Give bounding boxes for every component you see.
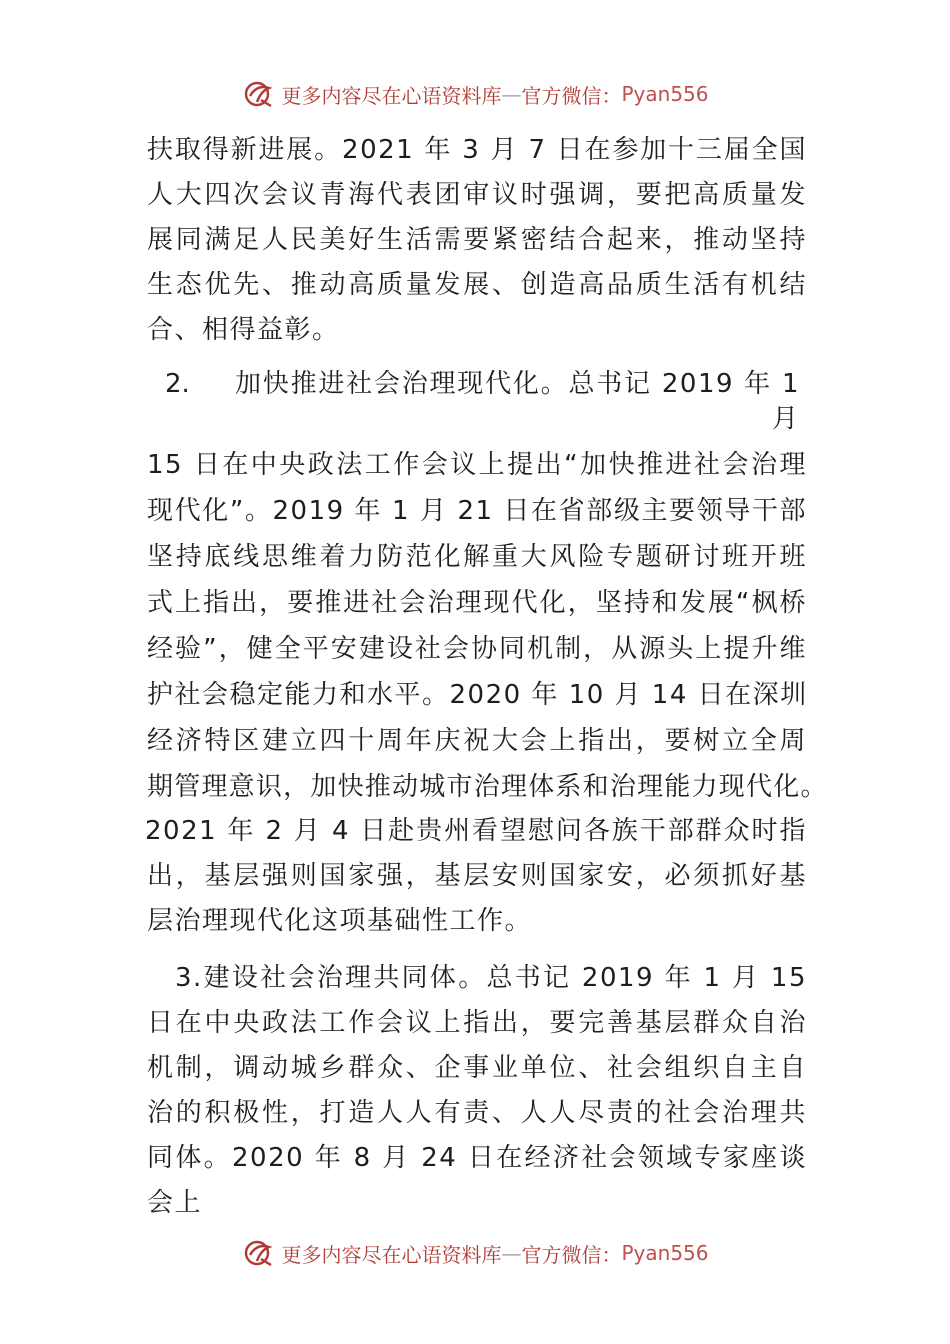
text-line: 日在中央政法工作会议上指出，要完善基层群众自治 <box>147 1008 807 1038</box>
text-line: 机制，调动城乡群众、企事业单位、社会组织自主自 <box>147 1053 807 1083</box>
text-line: 15 日在中央政法工作会议上提出“加快推进社会治理 <box>147 450 807 480</box>
watermark-site: 更多内容尽在心语资料库 <box>281 1242 502 1267</box>
text-line: 层治理现代化这项基础性工作。 <box>147 906 533 936</box>
footer-watermark <box>0 1233 950 1273</box>
watermark-contact: 官方微信： <box>521 1242 622 1267</box>
logo-icon <box>241 76 277 112</box>
heading-overflow: 月 <box>772 404 799 434</box>
text-line: 坚持底线思维着力防范化解重大风险专题研讨班开班 <box>147 542 807 572</box>
text-line: 期管理意识，加快推动城市治理体系和治理能力现代化。 <box>147 772 827 802</box>
watermark-separator: — <box>501 1241 522 1265</box>
section-heading: 3.建设社会治理共同体。总书记 2019 年 1 月 15 <box>175 963 807 993</box>
watermark-separator: — <box>501 82 522 106</box>
watermark-contact: 官方微信： <box>521 83 622 108</box>
text-line: 现代化”。2019 年 1 月 21 日在省部级主要领导干部 <box>147 496 807 526</box>
watermark-wechat-id: Pyan556 <box>621 82 709 106</box>
watermark-site: 更多内容尽在心语资料库 <box>281 83 502 108</box>
text-line: 会上 <box>147 1188 203 1218</box>
logo-icon <box>241 1235 277 1271</box>
watermark-wechat-id: Pyan556 <box>621 1241 709 1265</box>
text-line: 护社会稳定能力和水平。2020 年 10 月 14 日在深圳 <box>147 680 808 710</box>
text-line: 经济特区建立四十周年庆祝大会上指出，要树立全周 <box>147 726 807 756</box>
text-line: 生态优先、推动高质量发展、创造高品质生活有机结 <box>147 270 807 300</box>
text-line: 人大四次会议青海代表团审议时强调，要把高质量发 <box>147 180 807 210</box>
text-line: 出，基层强则国家强，基层安则国家安，必须抓好基 <box>147 861 807 891</box>
text-line: 同体。2020 年 8 月 24 日在经济社会领域专家座谈 <box>147 1143 807 1173</box>
section-heading: 加快推进社会治理现代化。总书记 2019 年 1 <box>235 369 800 399</box>
text-line: 合、相得益彰。 <box>147 315 340 345</box>
text-line: 2021 年 2 月 4 日赴贵州看望慰问各族干部群众时指 <box>145 816 807 846</box>
text-line: 式上指出，要推进社会治理现代化，坚持和发展“枫桥 <box>147 588 807 618</box>
section-number: 2. <box>165 369 190 399</box>
text-line: 经验”，健全平安建设社会协同机制，从源头上提升维 <box>147 634 807 664</box>
text-line: 扶取得新进展。2021 年 3 月 7 日在参加十三届全国 <box>147 135 807 165</box>
header-watermark <box>0 74 950 114</box>
text-line: 展同满足人民美好生活需要紧密结合起来，推动坚持 <box>147 225 807 255</box>
text-line: 治的积极性，打造人人有责、人人尽责的社会治理共 <box>147 1098 807 1128</box>
